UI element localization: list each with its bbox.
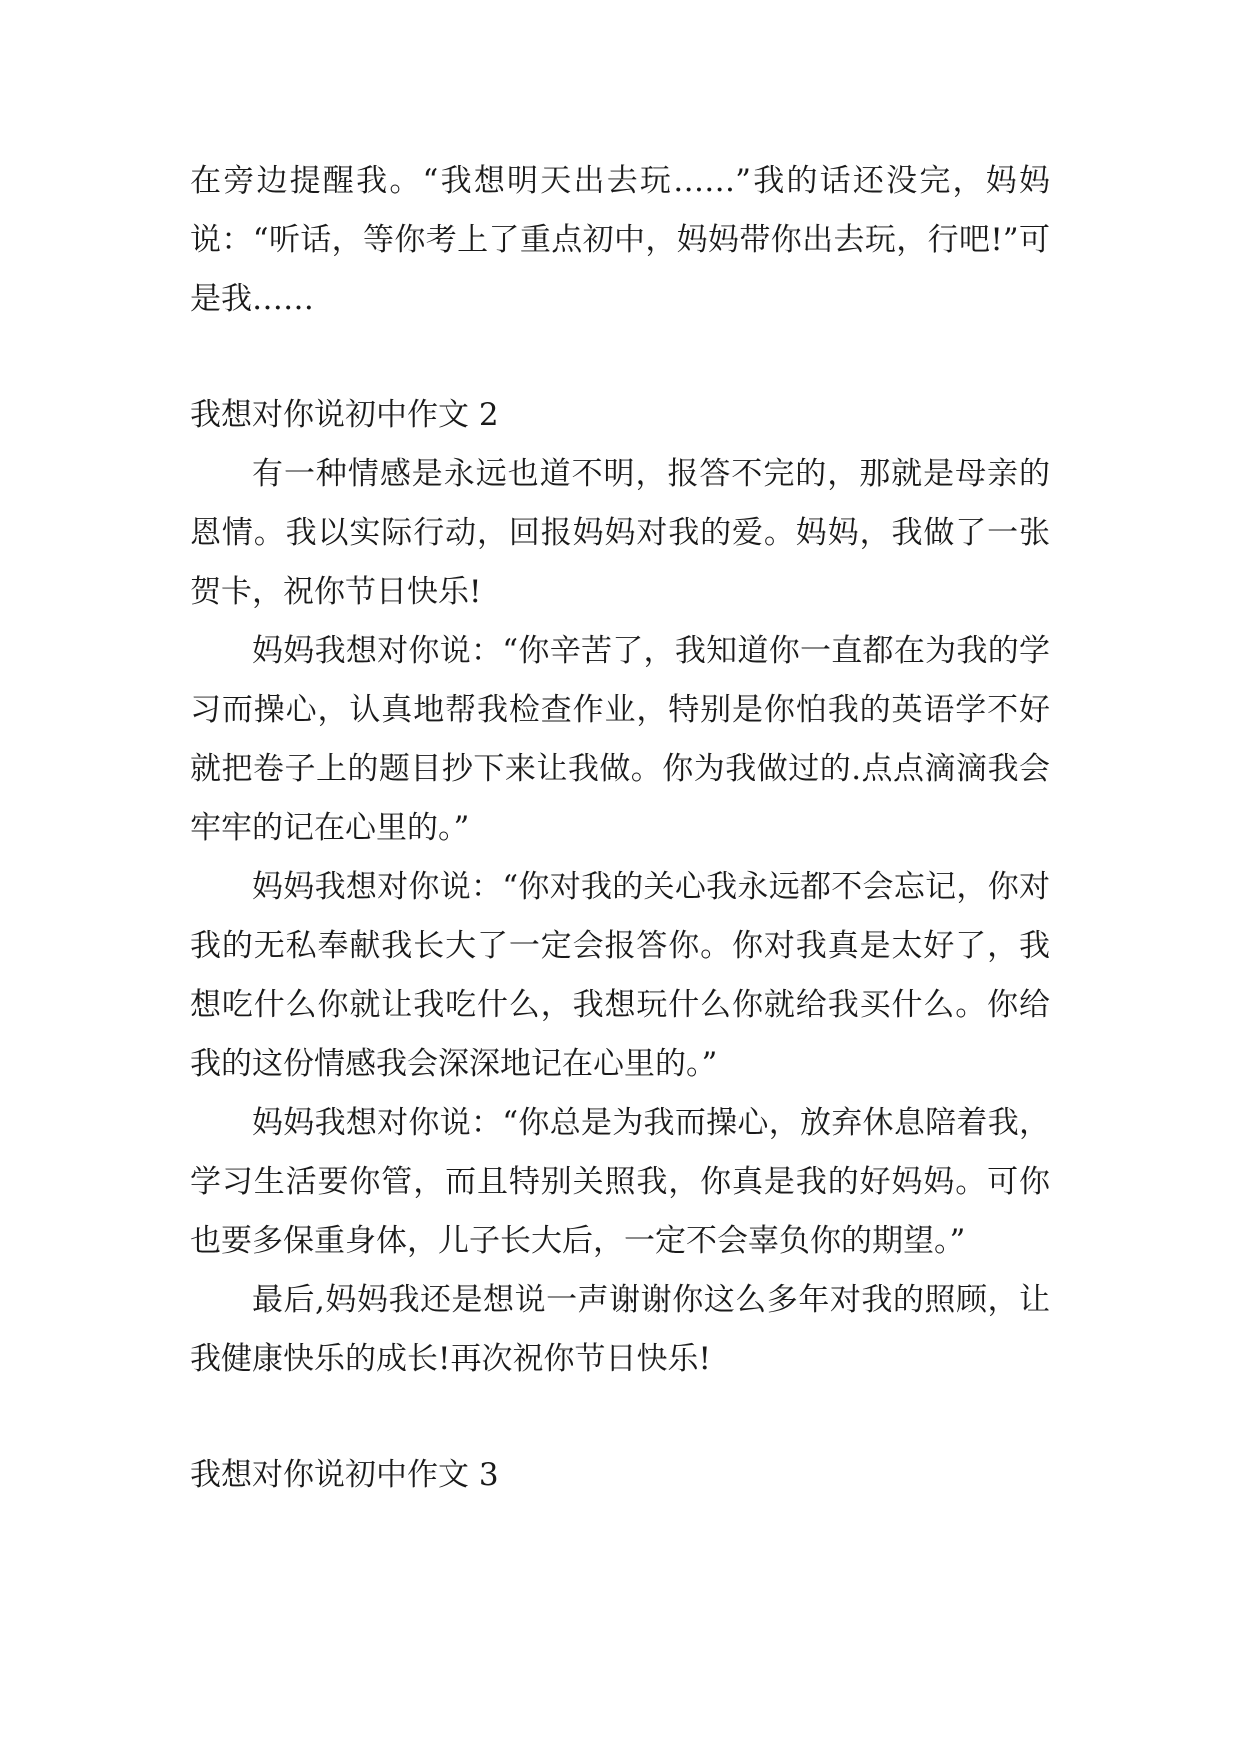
section-heading-3: 我想对你说初中作文 3 bbox=[190, 1457, 499, 1493]
paragraph: 妈妈我想对你说：“你对我的关心我永远都不会忘记，你对我的无私奉献我长大了一定会报答你。你对我真是太好了，我想吃什么你就让我吃什么，我想玩什么你就给我买什么。你给我的这份情感我会深深地记在心里的。” bbox=[190, 869, 1050, 1082]
paragraph: 有一种情感是永远也道不明，报答不完的，那就是母亲的恩情。我以实际行动，回报妈妈对我的爱。妈妈，我做了一张贺卡，祝你节日快乐! bbox=[190, 456, 1050, 610]
paragraph: 妈妈我想对你说：“你辛苦了，我知道你一直都在为我的学习而操心，认真地帮我检查作业，特别是你怕我的英语学不好就把卷子上的题目抄下来让我做。你为我做过的.点点滴滴我会牢牢的记在心里的。” bbox=[190, 633, 1050, 846]
document-body bbox=[190, 152, 1050, 1505]
section-spacer bbox=[190, 1389, 1050, 1446]
paragraph: 妈妈我想对你说：“你总是为我而操心，放弃休息陪着我，学习生活要你管，而且特别关照我，你真是我的好妈妈。可你也要多保重身体，儿子长大后，一定不会辜负你的期望。” bbox=[190, 1105, 1050, 1259]
section-heading-2: 我想对你说初中作文 2 bbox=[190, 397, 499, 433]
intro-paragraph: 在旁边提醒我。“我想明天出去玩……”我的话还没完，妈妈说：“听话，等你考上了重点初中，妈妈带你出去玩，行吧!”可是我…… bbox=[190, 163, 1050, 317]
paragraph: 最后,妈妈我还是想说一声谢谢你这么多年对我的照顾，让我健康快乐的成长!再次祝你节日快乐! bbox=[190, 1282, 1050, 1377]
section-spacer bbox=[190, 329, 1050, 386]
